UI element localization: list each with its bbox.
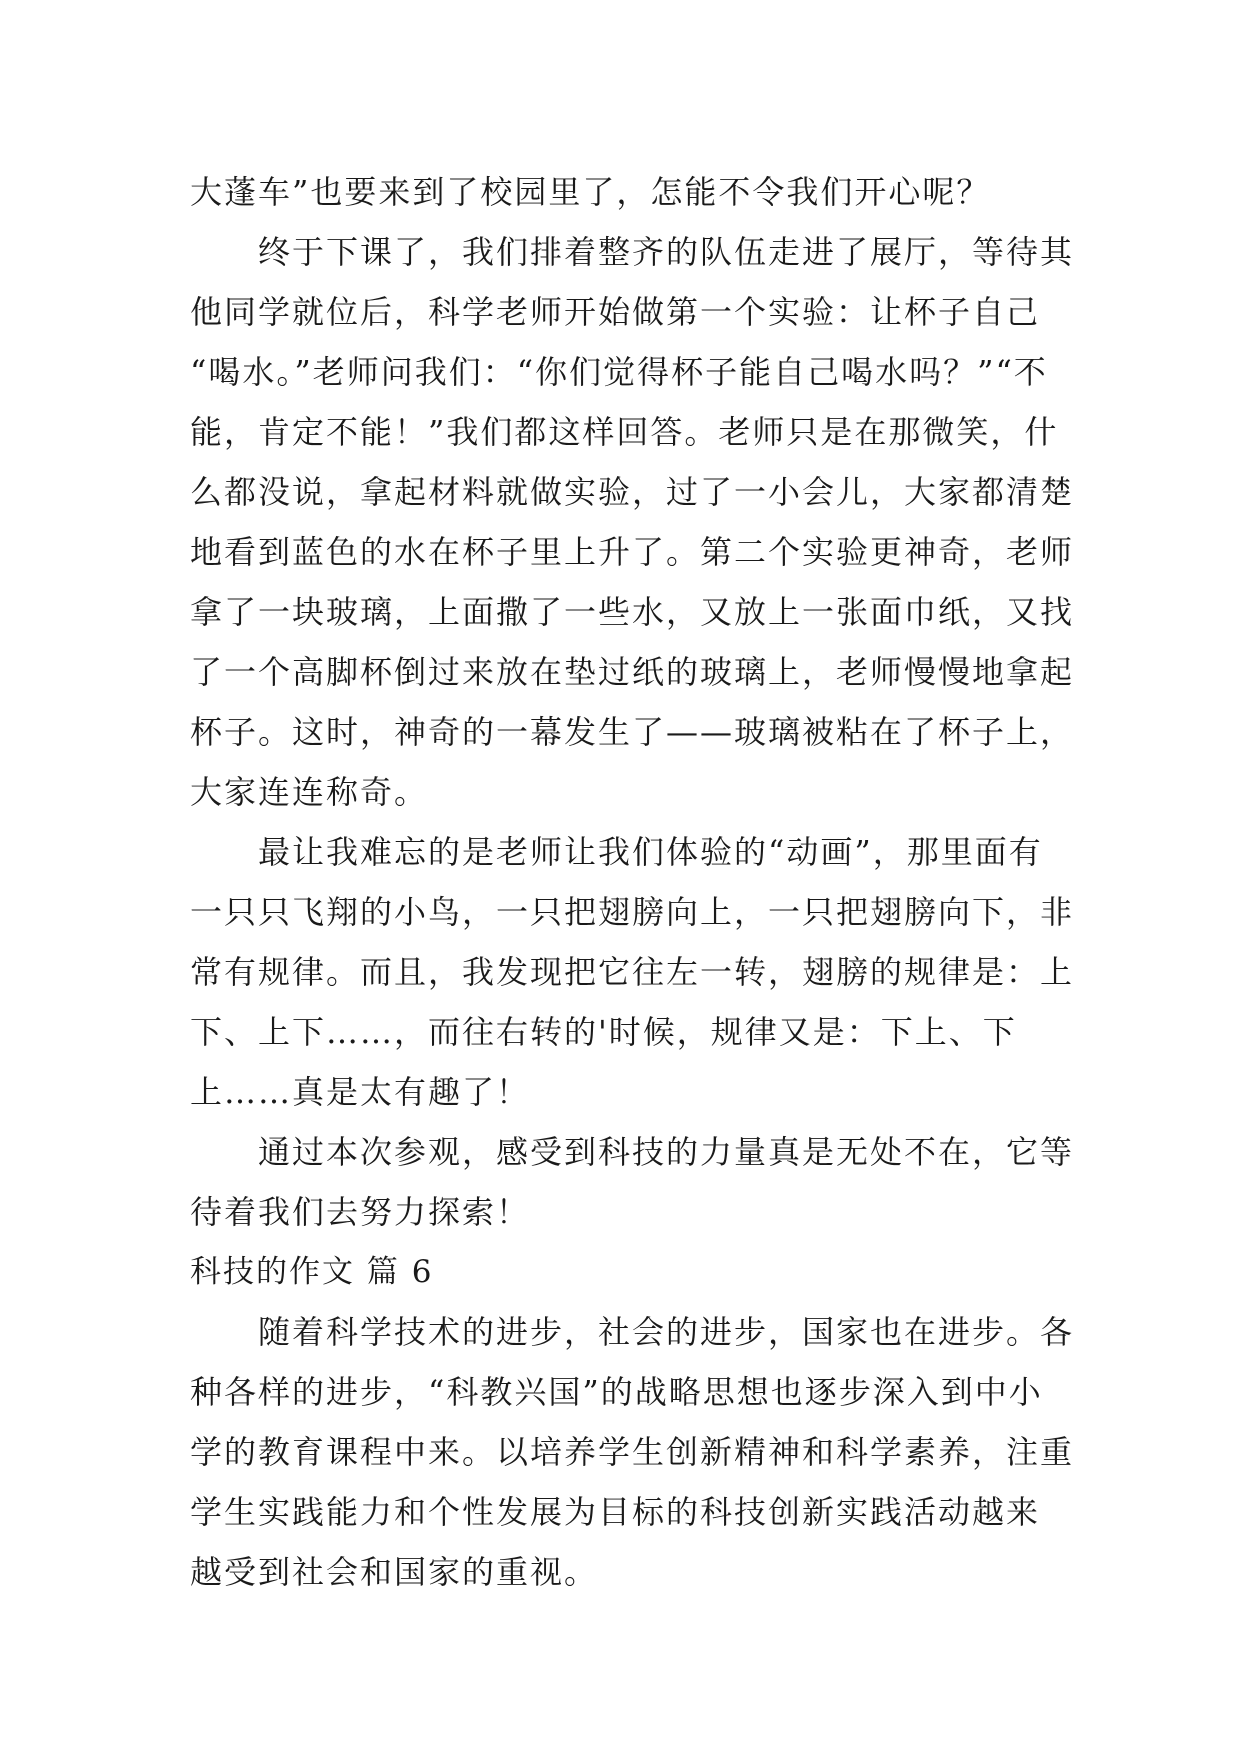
- text-line: 随着科学技术的进步，社会的进步，国家也在进步。各: [190, 1313, 1075, 1351]
- text-line: 下、上下……，而往右转的'时候，规律又是：下上、下: [190, 1013, 1017, 1051]
- text-line: 终于下课了，我们排着整齐的队伍走进了展厅，等待其: [190, 233, 1075, 271]
- document-body: [190, 162, 1075, 1602]
- text-line: 地看到蓝色的水在杯子里上升了。第二个实验更神奇，老师: [190, 533, 1075, 571]
- text-line: 待着我们去努力探索！: [190, 1193, 531, 1231]
- text-line: 上……真是太有趣了！: [190, 1073, 531, 1111]
- text-line: 常有规律。而且，我发现把它往左一转，翅膀的规律是：上: [190, 953, 1075, 991]
- text-line: 学生实践能力和个性发展为目标的科技创新实践活动越来: [190, 1493, 1041, 1531]
- text-line: 了一个高脚杯倒过来放在垫过纸的玻璃上，老师慢慢地拿起: [190, 653, 1075, 691]
- text-line: 越受到社会和国家的重视。: [190, 1553, 599, 1591]
- text-line: 拿了一块玻璃，上面撒了一些水，又放上一张面巾纸，又找: [190, 593, 1075, 631]
- text-line: 他同学就位后，科学老师开始做第一个实验：让杯子自己: [190, 293, 1041, 331]
- text-line: 么都没说，拿起材料就做实验，过了一小会儿，大家都清楚: [190, 473, 1075, 511]
- text-line: 通过本次参观，感受到科技的力量真是无处不在，它等: [190, 1133, 1075, 1171]
- text-line: 一只只飞翔的小鸟，一只把翅膀向上，一只把翅膀向下，非: [190, 893, 1075, 931]
- text-line: 能，肯定不能！”我们都这样回答。老师只是在那微笑，什: [190, 413, 1059, 451]
- text-line: 大家连连称奇。: [190, 773, 429, 811]
- text-line: 学的教育课程中来。以培养学生创新精神和科学素养，注重: [190, 1433, 1075, 1471]
- text-line: “喝水。”老师问我们：“你们觉得杯子能自己喝水吗？”“不: [190, 353, 1048, 391]
- text-line: 杯子。这时，神奇的一幕发生了——玻璃被粘在了杯子上，: [190, 713, 1075, 751]
- text-line: 种各样的进步，“科教兴国”的战略思想也逐步深入到中小: [190, 1373, 1043, 1411]
- section-heading: 科技的作文 篇 6: [190, 1254, 434, 1290]
- text-line: 最让我难忘的是老师让我们体验的“动画”，那里面有: [190, 833, 1043, 871]
- text-line: 大蓬车”也要来到了校园里了，怎能不令我们开心呢？: [190, 173, 991, 211]
